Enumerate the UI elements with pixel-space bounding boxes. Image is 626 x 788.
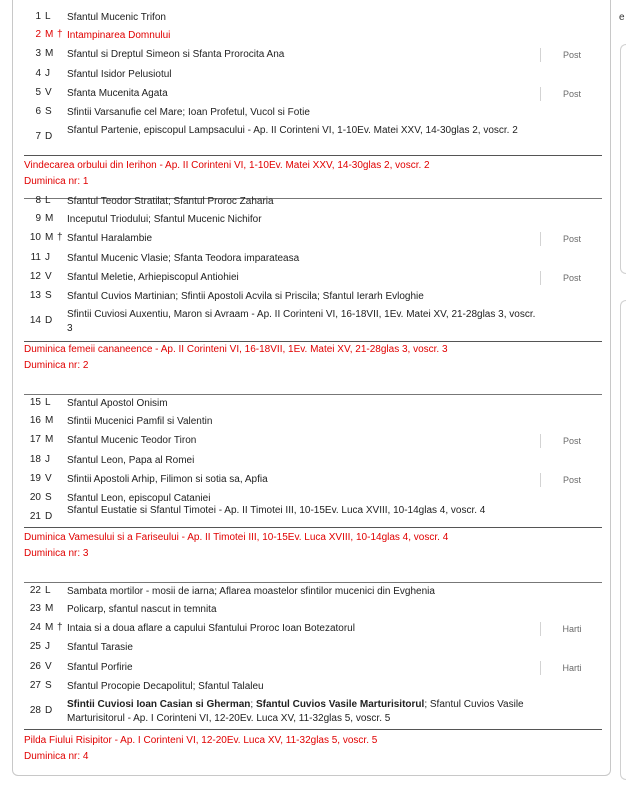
day-of-week: L <box>45 195 51 206</box>
day-number: 4 <box>35 68 41 79</box>
day-number: 23 <box>29 603 41 614</box>
day-row[interactable] <box>24 415 602 429</box>
day-number: 9 <box>35 213 41 224</box>
desc-bold-2: Sfantul Cuvios Vasile Marturisitorul <box>255 699 425 710</box>
day-row[interactable] <box>24 195 602 209</box>
day-number: 13 <box>29 290 41 301</box>
day-number: 18 <box>29 454 41 465</box>
day-number: 22 <box>29 585 41 596</box>
day-row[interactable] <box>24 309 602 334</box>
sunday-title: Vindecarea orbului din Ierihon - Ap. II Corinteni VI, 1-10Ev. Matei XXV, 14-30glas 2, voscr. 2 <box>24 160 430 171</box>
day-description: Inceputul Triodului; Sfantul Mucenic Nichifor <box>67 214 262 225</box>
day-description: Sfantul Mucenic Teodor Tiron <box>67 435 197 446</box>
day-row[interactable] <box>24 48 602 62</box>
day-number: 25 <box>29 641 41 652</box>
day-row[interactable] <box>24 585 602 599</box>
day-row[interactable] <box>24 622 602 636</box>
day-of-week: D <box>45 511 53 522</box>
day-number: 3 <box>35 48 41 59</box>
day-row[interactable] <box>24 87 602 101</box>
fast-tag: Post <box>540 232 603 246</box>
sunday-number: Duminica nr: 3 <box>24 548 89 559</box>
week-separator <box>24 729 602 730</box>
day-description: Sfantul Leon, Papa al Romei <box>67 455 195 466</box>
day-row[interactable] <box>24 271 602 285</box>
day-description: Sfantul Tarasie <box>67 642 133 653</box>
sunday-number: Duminica nr: 1 <box>24 176 89 187</box>
week-top-separator <box>24 394 602 395</box>
sunday-title: Duminica Vamesului si a Fariseului - Ap. II Timotei III, 10-15Ev. Luca XVIII, 10-14glas 4, voscr. 4 <box>24 532 449 543</box>
feast-cross-icon: † <box>57 29 63 40</box>
day-description: Sfantul Haralambie <box>67 233 153 244</box>
week-separator <box>24 341 602 342</box>
day-row[interactable] <box>24 434 602 448</box>
week-separator <box>24 527 602 528</box>
day-row[interactable] <box>24 641 602 655</box>
day-of-week: M <box>45 232 54 243</box>
day-of-week: V <box>45 271 52 282</box>
fast-tag: Post <box>540 48 603 62</box>
day-number: 21 <box>29 511 41 522</box>
day-description: Sfantul Partenie, episcopul Lampsacului - Ap. II Corinteni VI, 1-10Ev. Matei XXV, 14-30glas 2, voscr. 2 <box>67 125 518 136</box>
day-of-week: S <box>45 492 52 503</box>
desc-bold-1: Sfintii Cuviosi Ioan Casian si Gherman <box>67 699 251 710</box>
day-number: 28 <box>29 705 41 716</box>
day-description: Policarp, sfantul nascut in temnita <box>67 604 217 615</box>
day-number: 2 <box>35 29 41 40</box>
day-description: Sfantul si Dreptul Simeon si Sfanta Prorocita Ana <box>67 49 285 60</box>
day-description: Sfantul Cuvios Martinian; Sfintii Apostoli Acvila si Priscila; Sfantul Ierarh Evloghie <box>67 291 424 302</box>
day-number: 7 <box>35 131 41 142</box>
day-description: Sfantul Apostol Onisim <box>67 398 168 409</box>
day-of-week: M <box>45 415 54 426</box>
sunday-number: Duminica nr: 2 <box>24 360 89 371</box>
day-row[interactable] <box>24 252 602 266</box>
day-row[interactable] <box>24 397 602 411</box>
fast-tag: Post <box>540 473 603 487</box>
day-description <box>67 698 537 726</box>
day-of-week: V <box>45 661 52 672</box>
day-description: Sfantul Isidor Pelusiotul <box>67 69 172 80</box>
feast-cross-icon: † <box>57 232 63 243</box>
day-of-week: M <box>45 603 54 614</box>
day-of-week: M <box>45 213 54 224</box>
week-separator <box>24 155 602 156</box>
day-of-week: V <box>45 87 52 98</box>
day-row[interactable] <box>24 68 602 82</box>
day-row[interactable] <box>24 106 602 120</box>
day-number: 15 <box>29 397 41 408</box>
day-description: Sfantul Procopie Decapolitul; Sfantul Talaleu <box>67 681 264 692</box>
day-of-week: J <box>45 252 50 263</box>
day-of-week: S <box>45 290 52 301</box>
day-of-week: D <box>45 131 53 142</box>
day-number: 14 <box>29 315 41 326</box>
day-of-week: S <box>45 106 52 117</box>
day-description: Sfantul Eustatie si Sfantul Timotei - Ap. II Timotei III, 10-15Ev. Luca XVIII, 10-14glas 4, voscr. 4 <box>67 505 486 516</box>
sunday-number: Duminica nr: 4 <box>24 751 89 762</box>
day-of-week: L <box>45 11 51 22</box>
day-of-week: D <box>45 315 53 326</box>
day-of-week: M <box>45 48 54 59</box>
day-number: 16 <box>29 415 41 426</box>
day-description: Sfintii Varsanufie cel Mare; Ioan Profetul, Vucol si Fotie <box>67 107 310 118</box>
day-of-week: J <box>45 454 50 465</box>
day-number: 24 <box>29 622 41 633</box>
fast-tag: Harti <box>540 622 603 636</box>
day-row[interactable] <box>24 603 602 617</box>
sunday-title: Duminica femeii cananeence - Ap. II Corinteni VI, 16-18VII, 1Ev. Matei XV, 21-28glas 3, voscr. 3 <box>24 344 448 355</box>
day-number: 20 <box>29 492 41 503</box>
day-row[interactable] <box>24 661 602 675</box>
day-description: Sfantul Mucenic Vlasie; Sfanta Teodora imparateasa <box>67 253 300 264</box>
day-description: Sfantul Porfirie <box>67 662 133 673</box>
day-row[interactable] <box>24 232 602 246</box>
day-row[interactable] <box>24 29 602 43</box>
day-row[interactable] <box>24 473 602 487</box>
feast-cross-icon: † <box>57 622 63 633</box>
day-description: Sfantul Meletie, Arhiepiscopul Antiohiei <box>67 272 239 283</box>
fast-tag: Post <box>540 87 603 101</box>
day-of-week: L <box>45 585 51 596</box>
day-description: Sambata mortilor - mosii de iarna; Aflarea moastelor sfintilor mucenici din Evghenia <box>67 586 435 597</box>
day-number: 10 <box>29 232 41 243</box>
day-of-week: D <box>45 705 53 716</box>
day-description: Sfintii Mucenici Pamfil si Valentin <box>67 416 213 427</box>
day-description: Sfantul Teodor Stratilat; Sfantul Proroc Zaharia <box>67 196 274 207</box>
day-description: Intampinarea Domnului <box>67 30 171 41</box>
day-number: 17 <box>29 434 41 445</box>
side-panel-bottom <box>620 300 626 780</box>
day-number: 12 <box>29 271 41 282</box>
week-top-separator <box>24 582 602 583</box>
day-of-week: M <box>45 434 54 445</box>
side-panel-letter: e <box>619 12 625 23</box>
day-description: Sfantul Leon, episcopul Cataniei <box>67 493 211 504</box>
day-row[interactable] <box>24 680 602 694</box>
day-number: 26 <box>29 661 41 672</box>
day-row[interactable] <box>24 505 602 525</box>
day-of-week: M <box>45 622 54 633</box>
day-of-week: J <box>45 68 50 79</box>
fast-tag: Post <box>540 271 603 285</box>
day-row[interactable] <box>24 213 602 227</box>
day-number: 8 <box>35 195 41 206</box>
day-of-week: M <box>45 29 54 40</box>
day-description: Sfanta Mucenita Agata <box>67 88 168 99</box>
day-of-week: S <box>45 680 52 691</box>
day-of-week: L <box>45 397 51 408</box>
day-description: Sfantul Mucenic Trifon <box>67 12 166 23</box>
day-row[interactable] <box>24 11 602 25</box>
day-number: 6 <box>35 106 41 117</box>
day-number: 27 <box>29 680 41 691</box>
day-of-week: V <box>45 473 52 484</box>
side-panel-top <box>620 44 626 274</box>
day-row[interactable] <box>24 454 602 468</box>
day-of-week: J <box>45 641 50 652</box>
day-description: Sfintii Cuviosi Auxentiu, Maron si Avraam - Ap. II Corinteni VI, 16-18VII, 1Ev. Matei XV, 21-28glas 3, voscr. 3 <box>67 309 536 334</box>
sunday-title: Pilda Fiului Risipitor - Ap. I Corinteni VI, 12-20Ev. Luca XV, 11-32glas 5, voscr. 5 <box>24 735 378 746</box>
day-number: 19 <box>29 473 41 484</box>
day-description: Intaia si a doua aflare a capului Sfantului Proroc Ioan Botezatorul <box>67 623 355 634</box>
day-number: 11 <box>30 252 41 263</box>
day-description: Sfintii Apostoli Arhip, Filimon si sotia sa, Apfia <box>67 474 268 485</box>
desc-sep: ; <box>250 699 256 710</box>
desc-rest: ; Sfantul Cuvios Vasile Marturisitorul - Ap. I Corinteni VI, 12-20Ev. Luca XV, 11-32glas 5, voscr. 5 <box>67 699 524 724</box>
day-row[interactable] <box>24 290 602 304</box>
day-row[interactable] <box>24 699 602 724</box>
day-number: 1 <box>35 11 41 22</box>
fast-tag: Harti <box>540 661 603 675</box>
day-number: 5 <box>35 87 41 98</box>
day-row[interactable] <box>24 125 602 145</box>
fast-tag: Post <box>540 434 603 448</box>
